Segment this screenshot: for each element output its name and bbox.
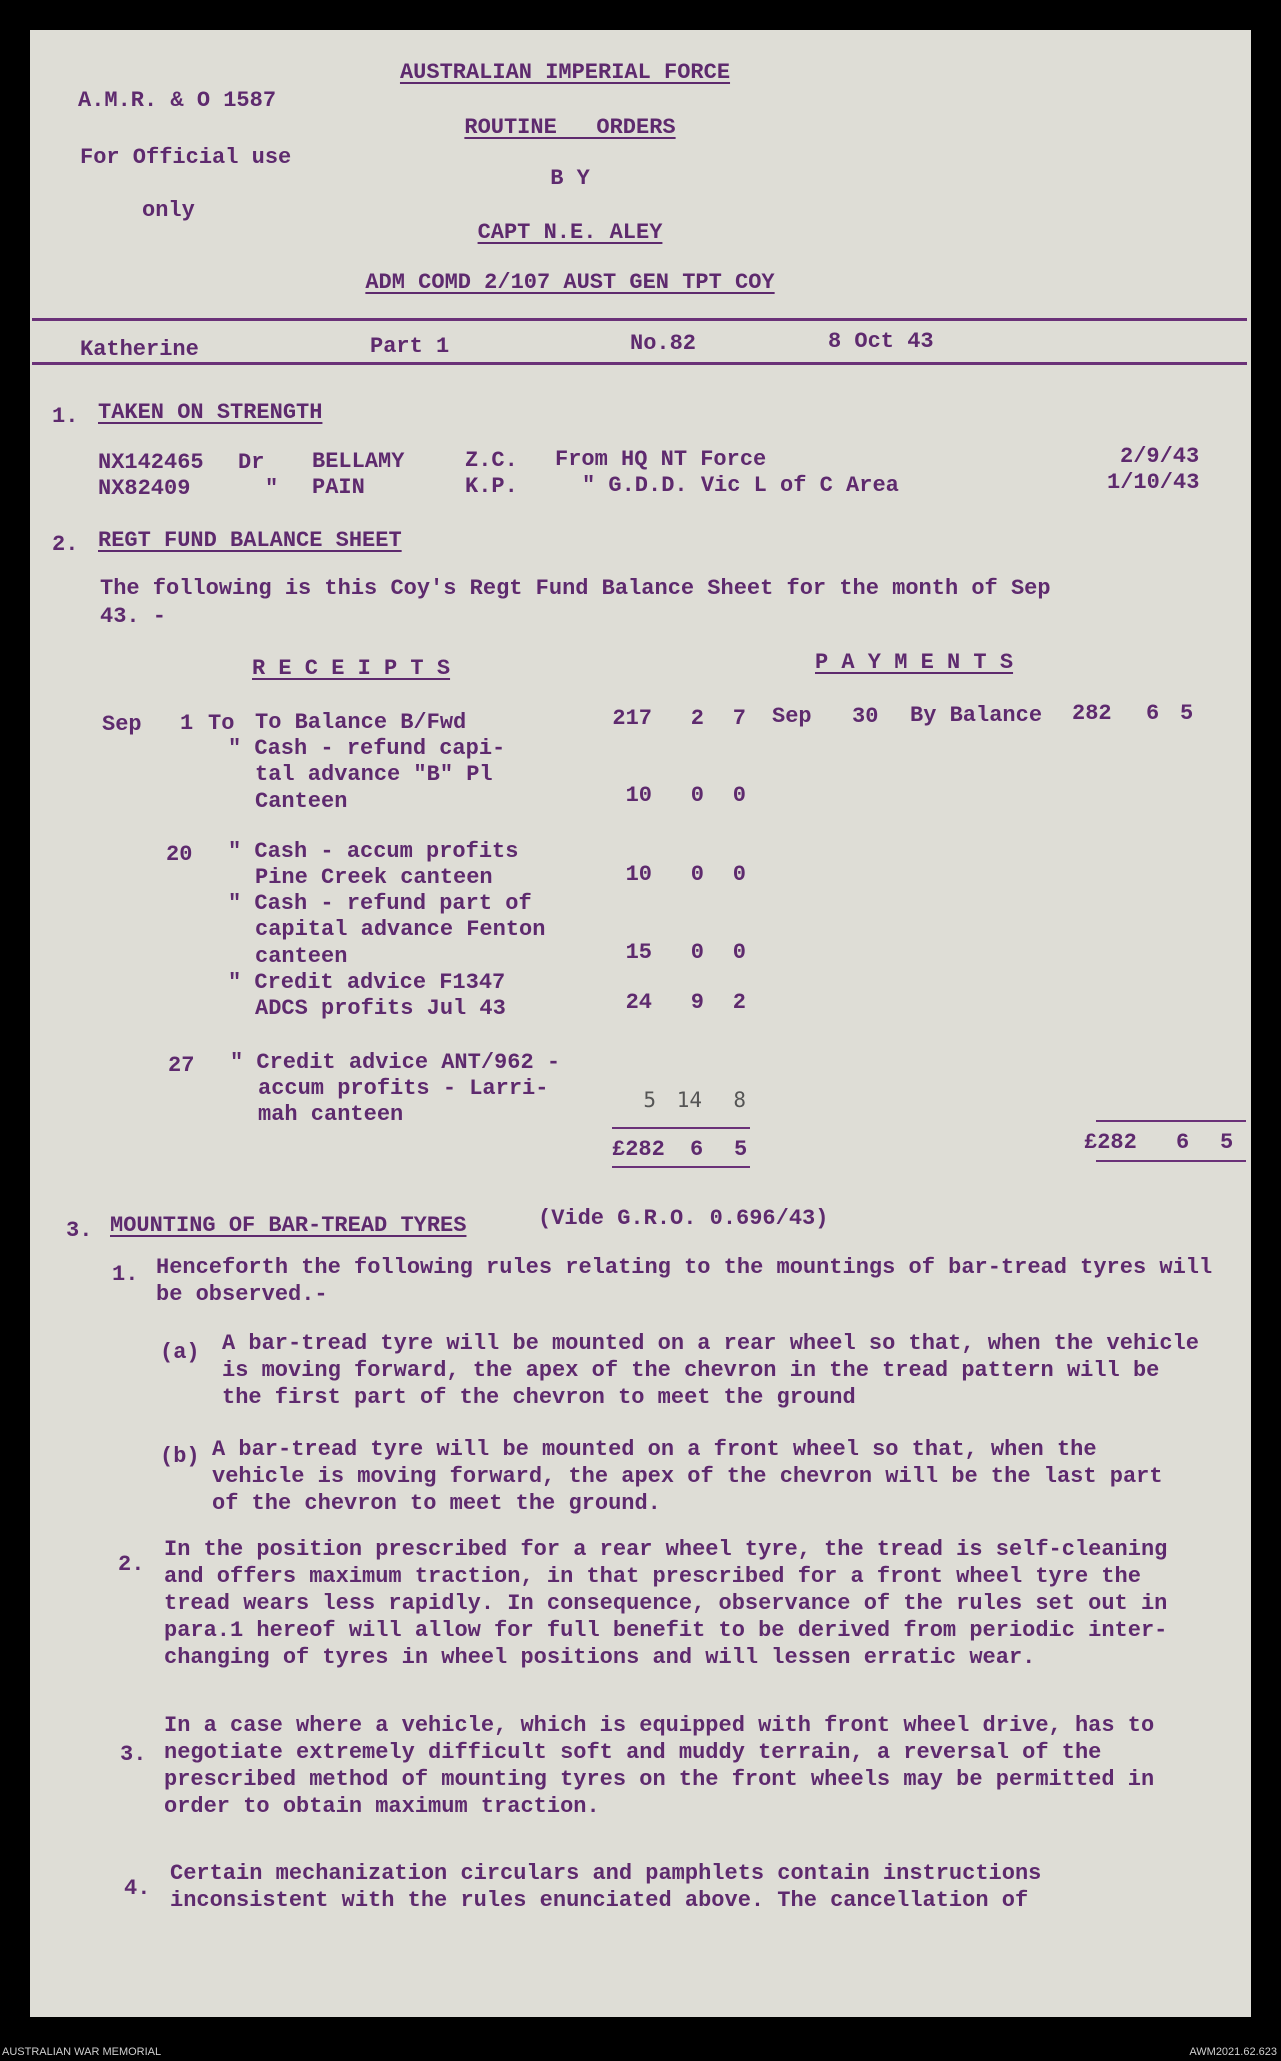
receipt-6-line-2: accum profits - Larri- (258, 1076, 549, 1101)
payment-day: 30 (852, 704, 879, 729)
receipt-3-pounds: 10 (625, 862, 652, 887)
part: Part 1 (370, 334, 450, 359)
payment-pence: 5 (1180, 701, 1194, 726)
tos-row-1-name: BELLAMY (312, 449, 405, 474)
payments-total-pounds: £282 (1084, 1130, 1137, 1155)
receipt-4-shillings: 0 (690, 940, 704, 965)
receipt-6-line-3: mah canteen (258, 1102, 404, 1127)
receipt-6-shillings: 14 (676, 1088, 702, 1112)
receipt-4-line-2: capital advance Fenton (255, 917, 546, 942)
para-a-text: A bar-tread tyre will be mounted on a rear wheel so that, when the vehicle is moving forward, the apex of the chevron in the tread pattern will be the first part of the chevron to meet the ground (222, 1331, 1199, 1410)
receipt-2-shillings: 0 (690, 783, 704, 808)
receipt-5-pounds: 24 (625, 990, 652, 1015)
receipt-6-pounds: 5 (643, 1088, 656, 1112)
receipt-4-line-1: " Cash - refund part of (228, 891, 532, 916)
receipt-3-line-1: " Cash - accum profits (228, 839, 519, 864)
unit-name: ADM COMD 2/107 AUST GEN TPT COY (365, 270, 775, 295)
receipt-2-pence: 0 (732, 783, 746, 808)
receipt-2-line-3: Canteen (255, 789, 348, 814)
para-3-number: 3. (120, 1742, 147, 1767)
official-use-label: For Official use (80, 145, 292, 170)
tos-row-2-date: 1/10/43 (1107, 470, 1200, 495)
receipt-5-pence: 2 (732, 990, 746, 1015)
receipts-total-shillings: 6 (690, 1137, 704, 1162)
receipt-3-shillings: 0 (690, 862, 704, 887)
section1-number: 1. (52, 404, 79, 429)
receipt-1-day: 1 (180, 711, 194, 736)
payments-total-rule-top (1096, 1120, 1246, 1122)
tos-row-2-initials: K.P. (465, 474, 518, 499)
tos-row-1-initials: Z.C. (465, 448, 518, 473)
payment-text: By Balance (910, 703, 1043, 728)
receipt-1-to: To (208, 711, 235, 736)
para-2-number: 2. (118, 1552, 145, 1577)
section3-reference: (Vide G.R.O. 0.696/43) (538, 1206, 829, 1231)
by-label: B Y (550, 166, 590, 191)
receipt-2-pounds: 10 (625, 783, 652, 808)
receipt-6-line-1: " Credit advice ANT/962 - (230, 1050, 561, 1075)
section1-heading: TAKEN ON STRENGTH (98, 400, 323, 425)
receipt-2-line-1: " Cash - refund capi- (228, 736, 506, 761)
section2-heading: REGT FUND BALANCE SHEET (98, 528, 402, 553)
para-4-text: Certain mechanization circulars and pamphlets contain instructions inconsistent with the rules enunciated above. The cancellation of (170, 1861, 1042, 1913)
payments-total-pence: 5 (1220, 1130, 1234, 1155)
section2-number: 2. (52, 532, 79, 557)
receipt-4-pence: 0 (732, 940, 746, 965)
receipt-5-shillings: 9 (690, 990, 704, 1015)
tos-row-2-name: PAIN (312, 475, 365, 500)
official-use-only: only (142, 198, 195, 223)
receipt-1-month: Sep (102, 712, 142, 737)
tos-row-1-number: NX142465 (98, 450, 204, 475)
para-a-number: (a) (160, 1340, 200, 1365)
receipt-3-line-2: Pine Creek canteen (255, 865, 493, 890)
para-2-text: In the position prescribed for a rear wheel tyre, the tread is self-cleaning and offers maximum traction, in that prescribed for a front wheel tyre the tread wears less rapidly. In consequence, observance of the rules set out in para.1 hereof will allow for full benefit to be derived from periodic inter-changing of tyres in wheel positions and will lessen erratic wear. (164, 1537, 1168, 1670)
footer-source: AUSTRALIAN WAR MEMORIAL (2, 2046, 162, 2058)
force-title: AUSTRALIAN IMPERIAL FORCE (399, 60, 731, 85)
tos-row-2-number: NX82409 (98, 476, 191, 501)
tos-row-2-from: " G.D.D. Vic L of C Area (582, 473, 899, 498)
receipt-3-pence: 0 (732, 862, 746, 887)
receipts-total-pounds: £282 (612, 1137, 665, 1162)
receipt-5-line-1: " Credit advice F1347 (228, 970, 506, 995)
receipt-1-pence: 7 (732, 706, 746, 731)
receipt-4-pounds: 15 (625, 940, 652, 965)
section3-heading: MOUNTING OF BAR-TREAD TYRES (110, 1213, 467, 1238)
tos-row-1-date: 2/9/43 (1120, 444, 1200, 469)
order-number: No.82 (630, 331, 697, 356)
receipt-1-shillings: 2 (690, 706, 704, 731)
para-b-text: A bar-tread tyre will be mounted on a front wheel so that, when the vehicle is moving forward, the apex of the chevron will be the last part of the chevron to meet the ground. (212, 1437, 1163, 1516)
order-date: 8 Oct 43 (828, 329, 934, 354)
payment-shillings: 6 (1146, 701, 1160, 726)
payments-total-shillings: 6 (1176, 1130, 1190, 1155)
receipt-5-line-2: ADCS profits Jul 43 (255, 996, 506, 1021)
top-rule (32, 318, 1247, 321)
receipt-6-pence: 8 (733, 1088, 746, 1112)
orders-title: ROUTINE ORDERS (464, 115, 676, 140)
reference-number: A.M.R. & O 1587 (78, 88, 277, 113)
receipts-total-rule-top (612, 1127, 750, 1129)
receipt-1-pounds: 217 (612, 706, 652, 731)
receipts-total-pence: 5 (734, 1137, 748, 1162)
receipt-4-line-3: canteen (255, 944, 348, 969)
section3-number: 3. (66, 1218, 93, 1243)
para-3-text: In a case where a vehicle, which is equipped with front wheel drive, has to negotiate extremely difficult soft and muddy terrain, a reversal of the prescribed method of mounting tyres on the front wheels may be permitted in order to obtain maximum traction. (164, 1713, 1155, 1819)
payments-total-rule-bottom (1096, 1160, 1246, 1162)
receipts-total-rule-bottom (612, 1166, 750, 1168)
receipt-1-text: To Balance B/Fwd (255, 710, 467, 735)
tos-row-1-rank: Dr (238, 450, 265, 475)
place: Katherine (80, 337, 199, 362)
para-1-number: 1. (112, 1262, 139, 1287)
bottom-rule (32, 362, 1247, 365)
officer-name: CAPT N.E. ALEY (477, 220, 663, 245)
payment-month: Sep (772, 704, 812, 729)
receipt-3-day: 20 (166, 842, 193, 867)
tos-row-2-rank: " (265, 476, 279, 501)
payment-pounds: 282 (1072, 701, 1112, 726)
section2-intro-2: 43. - (100, 604, 167, 629)
para-b-number: (b) (160, 1444, 200, 1469)
section2-intro-1: The following is this Coy's Regt Fund Balance Sheet for the month of Sep (100, 576, 1051, 601)
para-4-number: 4. (124, 1876, 151, 1901)
receipts-heading: R E C E I P T S (252, 656, 451, 681)
para-1-text: Henceforth the following rules relating to the mountings of bar-tread tyres will be observed.- (156, 1255, 1213, 1307)
tos-row-1-from: From HQ NT Force (555, 447, 767, 472)
receipt-2-line-2: tal advance "B" Pl (255, 762, 493, 787)
receipt-6-day: 27 (168, 1053, 195, 1078)
payments-heading: P A Y M E N T S (815, 650, 1014, 675)
footer-id: AWM2021.62.623 (1189, 2046, 1277, 2058)
